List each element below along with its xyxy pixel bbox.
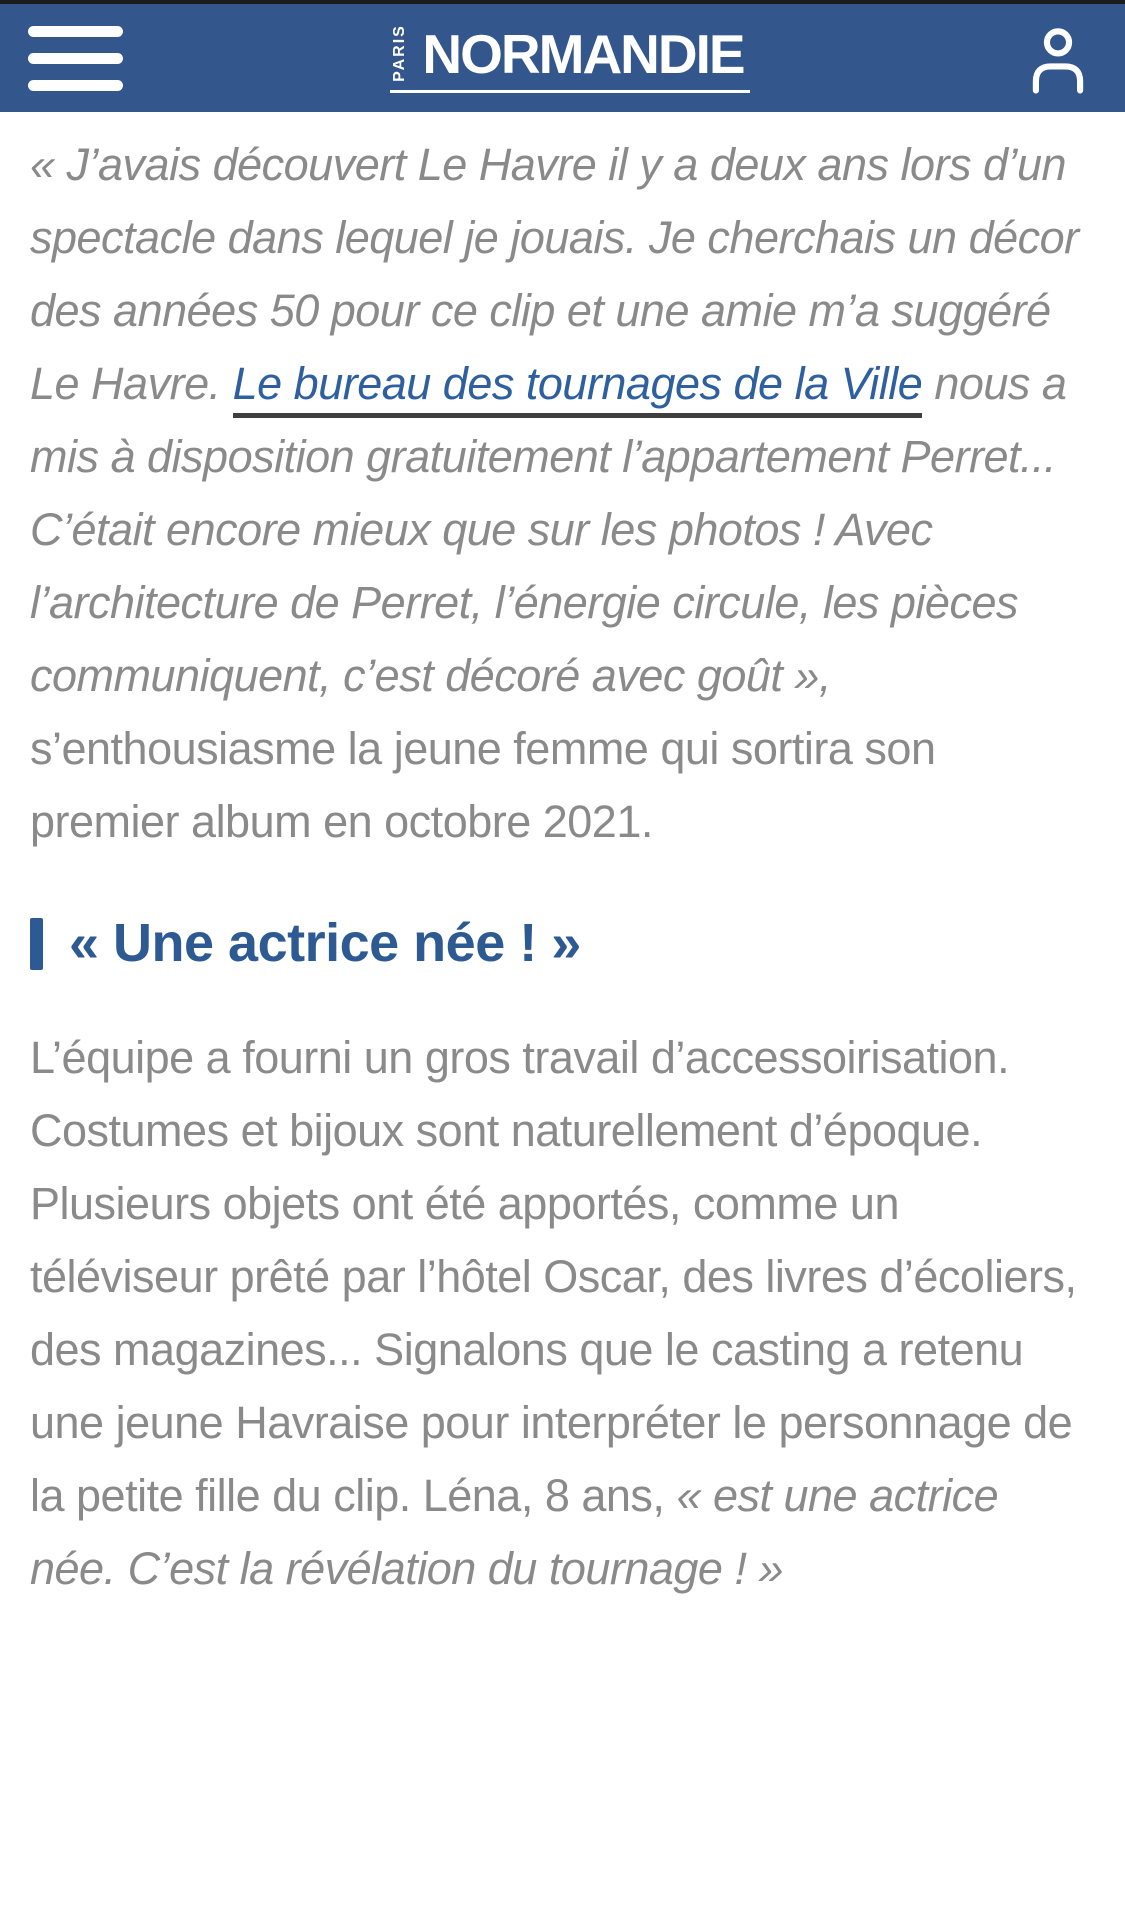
brand-paris-label: PARIS <box>390 23 408 82</box>
brand-paris-wrap <box>382 23 416 82</box>
section-heading <box>30 914 1095 973</box>
body-quote-text: « est une actrice née. C’est la révélation du tournage ! » <box>30 1470 999 1595</box>
brand-normandie-label: NORMANDIE <box>422 23 744 85</box>
heading-accent-bar <box>30 918 43 970</box>
section-heading-text: « Une actrice née ! » <box>69 913 581 973</box>
quote-attribution: s’enthousiasme la jeune femme qui sortira son premier album en octobre 2021. <box>30 723 936 847</box>
app-header <box>0 4 1125 112</box>
hamburger-icon <box>28 26 123 37</box>
article-body <box>0 112 1125 1615</box>
quote-text-before-link: « J’avais découvert Le Havre il y a deux ans lors d’un spectacle dans lequel je jouais. Je cherchais un décor des années 50 pour ce clip et une amie m’a suggéré Le Havre. <box>30 139 1079 409</box>
menu-button[interactable] <box>28 26 123 91</box>
body-paragraph <box>30 1021 1095 1605</box>
user-icon <box>1019 19 1097 97</box>
article-link[interactable]: Le bureau des tournages de la Ville <box>233 358 923 418</box>
hamburger-icon <box>28 53 123 64</box>
quote-text-after-link: nous a mis à disposition gratuitement l’appartement Perret... C’était encore mieux que sur les photos ! Avec l’architecture de Perret, l’énergie circule, les pièces communiquent, c’est décoré avec goût », <box>30 358 1067 701</box>
brand-logo[interactable] <box>390 23 749 93</box>
body-text: L’équipe a fourni un gros travail d’accessoirisation. Costumes et bijoux sont naturellement d’époque. Plusieurs objets ont été apportés, comme un téléviseur prêté par l’hôtel Oscar, des livres d’écoliers, des magazines... Signalons que le casting a retenu une jeune Havraise pour interpréter le personnage de la petite fille du clip. Léna, 8 ans, <box>30 1032 1077 1522</box>
account-button[interactable] <box>1017 19 1097 97</box>
quote-paragraph <box>30 128 1095 858</box>
hamburger-icon <box>28 80 123 91</box>
